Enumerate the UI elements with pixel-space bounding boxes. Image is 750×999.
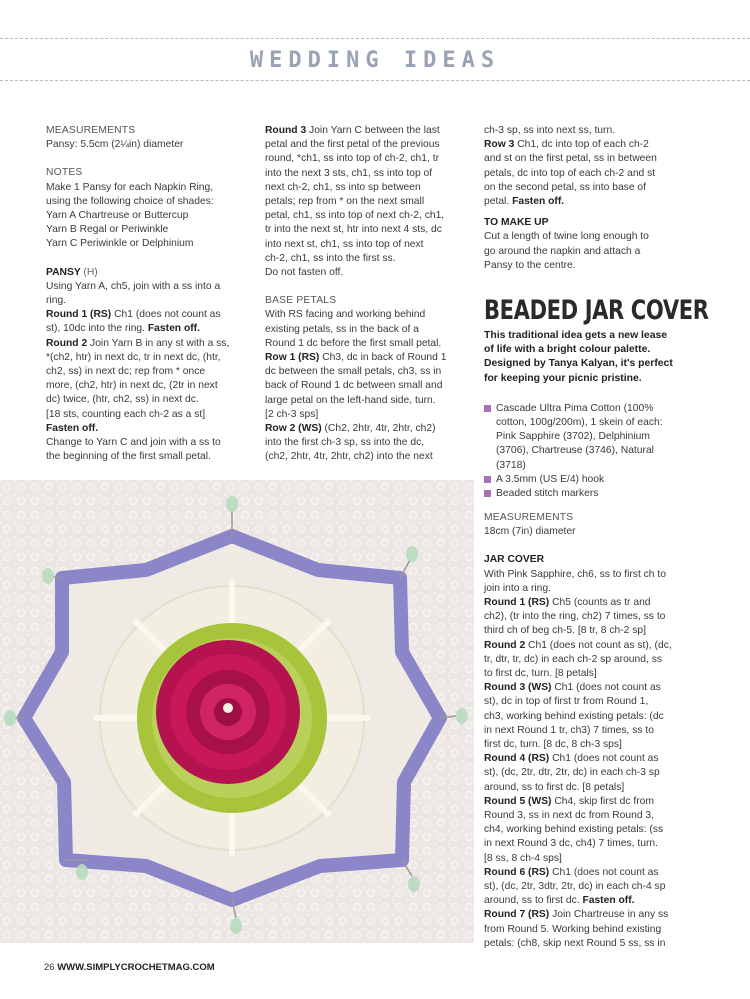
instruction-line: st), (dc, 2tr, 3dtr, 2tr, dc) in each ch-4 sp: [484, 881, 666, 893]
section-title: WEDDING IDEAS: [249, 48, 501, 73]
round-label: Round 2: [46, 337, 88, 349]
jar-cover-photo: [0, 480, 474, 943]
notes-line: Yarn B Regal or Periwinkle: [46, 224, 169, 236]
round-1-text: [46, 322, 242, 336]
instruction-line: Join Yarn B in any st with a ss,: [87, 337, 230, 349]
measurements-text: 18cm (7in) diameter: [484, 526, 576, 538]
instruction-line: petal, ch1, ss into top of next ch-2, ch1,: [265, 210, 445, 222]
round-label: Round 7 (RS): [484, 909, 550, 921]
instruction-line: ch2, ss) in next dc; rep from * once: [46, 366, 206, 378]
instruction-line: third ch of beg ch-5. [8 tr, 8 ch-2 sp]: [484, 625, 646, 637]
instruction-line: Pansy to the centre.: [484, 259, 576, 271]
materials-item: [484, 473, 694, 487]
instruction-line: petals; rep from * on the next small: [265, 196, 425, 208]
pansy-intro: ring.: [46, 295, 67, 307]
materials-line: Beaded stitch markers: [496, 488, 599, 500]
instruction-line: around, ss to first dc.: [484, 895, 583, 907]
instruction-line: [2 ch-3 sps]: [265, 408, 319, 420]
page-number: 26: [44, 962, 55, 973]
footer-website: WWW.SIMPLYCROCHETMAG.COM: [57, 962, 215, 973]
instruction-line: [8 ss, 8 ch-4 sps]: [484, 852, 562, 864]
row-2-text: [265, 422, 461, 436]
notes-line: Yarn C Periwinkle or Delphinium: [46, 238, 194, 250]
instruction-line: st), (dc, 2tr, dtr, 2tr, dc) in each ch-3 sp: [484, 767, 660, 779]
instruction-line: on the second petal, ss into base of: [484, 181, 647, 193]
notes-line: using the following choice of shades:: [46, 195, 214, 207]
project-intro: Designed by Tanya Kalyan, it's perfect: [484, 358, 673, 370]
instruction-line: st), 10dc into the ring.: [46, 323, 148, 335]
instruction-line: ch-3 sp, ss into next ss, turn.: [484, 125, 616, 136]
instruction-line: Ch1 (does not count as: [551, 682, 661, 694]
fasten-off: Fasten off.: [582, 895, 635, 907]
crochet-doily-illustration: [0, 480, 474, 943]
materials-line: cotton, 100g/200m), 1 skein of each:: [496, 417, 663, 429]
instruction-line: Ch3, dc in back of Round 1: [319, 352, 447, 364]
notes-heading: NOTES: [46, 167, 83, 179]
instruction-line: dc) twice, (htr, ch2, ss) in next dc.: [46, 394, 199, 406]
instruction-line: back of Round 1 dc between small and: [265, 380, 443, 392]
instruction-line: Change to Yarn C and join with a ss to: [46, 437, 221, 449]
pansy-heading: [46, 266, 242, 280]
instruction-line: With Pink Sapphire, ch6, ss to first ch to: [484, 568, 666, 580]
row-3-text: [484, 138, 694, 152]
instruction-line: Cut a length of twine long enough to: [484, 231, 649, 243]
instruction-line: existing petals, ss in the back of a: [265, 323, 419, 335]
instruction-line: petal and the first petal of the previous: [265, 139, 440, 151]
round-label: Round 1 (RS): [484, 597, 550, 609]
round-label: Round 1 (RS): [46, 309, 112, 321]
instruction-line: Join Yarn C between the last: [306, 125, 440, 136]
instruction-line: Join Chartreuse in any ss: [549, 909, 669, 921]
project-intro: This traditional idea gets a new lease: [484, 330, 668, 342]
round-label: Round 5 (WS): [484, 795, 552, 807]
instruction-line: Round 1 dc before the first small petal.: [265, 337, 442, 349]
instruction-line: st), dc in top of first tr from Round 1,: [484, 696, 649, 708]
round-2-text: [46, 337, 242, 351]
round-label: Round 2: [484, 639, 526, 651]
page-footer: [44, 962, 215, 973]
pansy-title: PANSY: [46, 266, 81, 278]
row-label: Row 1 (RS): [265, 352, 320, 364]
instruction-line: petals: (ch8, skip next Round 5 ss, ss in: [484, 937, 666, 949]
instruction-line: [18 sts, counting each ch-2 as a st]: [46, 408, 206, 420]
round-label: Round 4 (RS): [484, 753, 550, 765]
round-label: Round 3 (WS): [484, 682, 552, 694]
pansy-tag: (H): [83, 266, 98, 278]
materials-item: [484, 487, 694, 501]
instruction-line: the beginning of the first small petal.: [46, 451, 211, 463]
round-label: Round 3: [265, 125, 307, 136]
instruction-line: next ch-2, ch1, ss into sp between: [265, 181, 421, 193]
section-header: [0, 44, 750, 78]
row-label: Row 3: [484, 139, 515, 151]
instruction-line: petals, dc into top of each ch-2 and st: [484, 167, 656, 179]
instruction-line: into the first ch-3 sp, ss into the dc,: [265, 437, 425, 449]
column-3: [484, 124, 709, 501]
bullet-square-icon: [484, 405, 491, 412]
instruction-line: With RS facing and working behind: [265, 309, 426, 321]
round-1-text: [46, 308, 242, 322]
instruction-line: petal.: [484, 196, 513, 208]
row-1-text: [265, 351, 461, 365]
instruction-line: into the next 3 sts, ch1, ss into top of: [265, 167, 433, 179]
instruction-line: Ch1 (does not count as: [549, 753, 659, 765]
measurements-heading: MEASUREMENTS: [484, 512, 574, 523]
instruction-line: in next Round 3 dc, ch4) 7 times, turn.: [484, 838, 658, 850]
instruction-line: first dc, turn. [8 dc, 8 ch-3 sps]: [484, 739, 622, 751]
instruction-line: Ch1 (does not count as: [111, 309, 221, 321]
instruction-line: more, (ch2, htr) in next dc, (2tr in next: [46, 380, 218, 392]
instruction-line: Round 3, ss in next dc from Round 3,: [484, 810, 654, 822]
instruction-line: (ch2, 2htr, 4tr, 2htr, ch2) into the next: [265, 451, 433, 463]
instruction-line: from Round 5. Working behind existing: [484, 923, 662, 935]
base-petals-heading: BASE PETALS: [265, 295, 337, 307]
notes-line: Yarn A Chartreuse or Buttercup: [46, 210, 189, 222]
column-1: [46, 124, 242, 464]
instruction-line: tr into the next st, htr into next 4 sts, dc: [265, 224, 442, 236]
instruction-line: ch-2, ch1, ss into the first ss.: [265, 252, 396, 264]
instruction-line: Ch1 (does not count as: [549, 866, 659, 878]
pansy-intro: Using Yarn A, ch5, join with a ss into a: [46, 280, 221, 292]
notes-line: Make 1 Pansy for each Napkin Ring,: [46, 181, 214, 193]
round-3-text: [265, 124, 461, 138]
instruction-line: in next Round 1 tr, ch3) 7 times, ss to: [484, 724, 654, 736]
instruction-line: Ch5 (counts as tr and: [549, 597, 651, 609]
project-intro: of life with a bright colour palette.: [484, 344, 651, 356]
instruction-line: to first dc, turn. [8 petals]: [484, 668, 597, 680]
instruction-line: go around the napkin and attach a: [484, 245, 641, 257]
instruction-line: into next st, ch1, ss into top of next: [265, 238, 424, 250]
instruction-line: Ch1, dc into top of each ch-2: [514, 139, 649, 151]
materials-line: Cascade Ultra Pima Cotton (100%: [496, 402, 654, 414]
round-label: Round 6 (RS): [484, 866, 550, 878]
measurements-heading: MEASUREMENTS: [46, 125, 136, 136]
materials-line: (3706), Chartreuse (3746), Natural: [496, 445, 654, 457]
jar-cover-heading: JAR COVER: [484, 554, 545, 566]
instruction-line: Ch4, skip first dc from: [551, 795, 654, 807]
instruction-line: ch3, working behind existing petals: (dc: [484, 710, 664, 722]
instruction-line: around, ss to first dc. [8 petals]: [484, 781, 625, 793]
instruction-line: Ch1 (does not count as st), (dc,: [525, 639, 672, 651]
fasten-off: Fasten off.: [147, 323, 200, 335]
header-top-rule: [0, 38, 750, 39]
bullet-square-icon: [484, 490, 491, 497]
row-label: Row 2 (WS): [265, 423, 322, 435]
materials-item: [484, 402, 694, 473]
materials-line: (3718): [496, 459, 526, 471]
materials-line: A 3.5mm (US E/4) hook: [496, 473, 605, 485]
instruction-line: and st on the first petal, ss in between: [484, 153, 657, 165]
instruction-line: *(ch2, htr) in next dc, tr in next dc, (htr,: [46, 351, 221, 363]
instruction-line: dc between the small petals, ch3, ss in: [265, 366, 442, 378]
instruction-line: round, *ch1, ss into top of ch-2, ch1, tr: [265, 153, 439, 165]
bullet-square-icon: [484, 476, 491, 483]
header-bottom-rule: [0, 80, 750, 81]
instruction-line: (Ch2, 2htr, 4tr, 2htr, ch2): [321, 423, 436, 435]
measurements-text: Pansy: 5.5cm (2¼in) diameter: [46, 139, 184, 151]
column-4: [484, 511, 694, 951]
make-up-heading: TO MAKE UP: [484, 217, 549, 229]
instruction-line: tr, dtr, tr, dc) in each ch-2 sp around, ss: [484, 653, 662, 665]
project-title: BEADED JAR COVER: [484, 295, 709, 327]
materials-line: Pink Sapphire (3702), Delphinium: [496, 431, 650, 443]
instruction-line: ch4, working behind existing petals: (ss: [484, 824, 664, 836]
fasten-off: Fasten off.: [512, 196, 565, 208]
instruction-line: join into a ring.: [484, 582, 551, 594]
project-intro: for keeping your picnic pristine.: [484, 372, 642, 384]
instruction-line: ch2), (tr into the ring, ch2) 7 times, ss to: [484, 611, 666, 623]
instruction-line: large petal on the left-hand side, turn.: [265, 394, 436, 406]
fasten-off: Fasten off.: [46, 422, 99, 434]
instruction-line: Do not fasten off.: [265, 267, 344, 279]
column-2: [265, 124, 461, 465]
